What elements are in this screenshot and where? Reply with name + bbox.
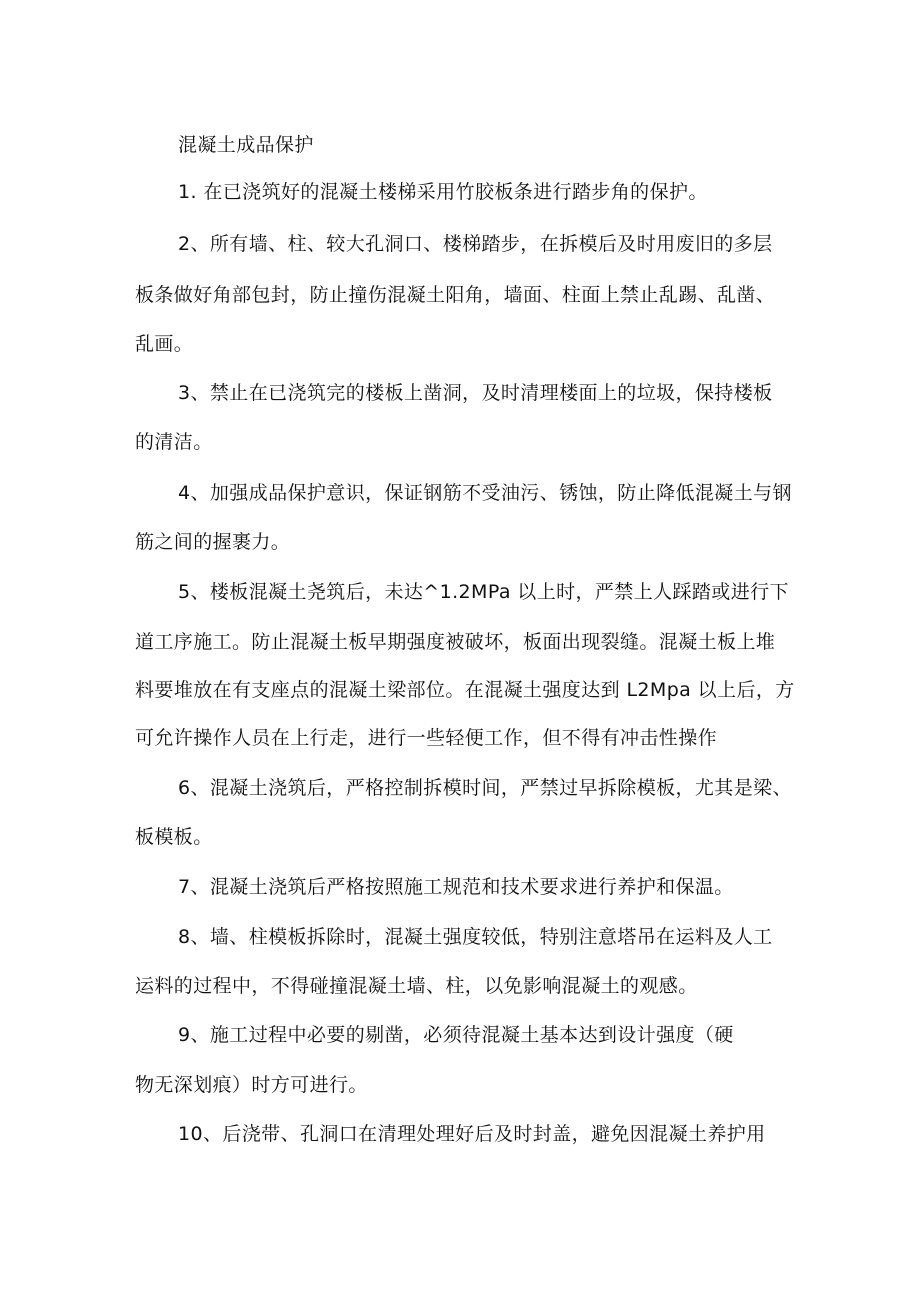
paragraph-4-line-2: 筋之间的握裹力。 [135,531,291,553]
paragraph-6-line-2: 板模板。 [135,826,213,848]
paragraph-5-line-3: 料要堆放在有支座点的混凝土梁部位。在混凝土强度达到 L2Mpa 以上后，方 [135,679,795,701]
paragraph-8-line-1: 8、墙、柱模板拆除时，混凝土强度较低，特别注意塔吊在运料及人工 [178,926,773,948]
paragraph-2-line-1: 2、所有墙、柱、较大孔洞口、楼梯踏步，在拆模后及时用废旧的多层 [178,233,773,255]
paragraph-2-line-3: 乱画。 [135,333,194,355]
paragraph-5-line-1: 5、楼板混凝土尧筑后，未达^1.2MPa 以上时，严禁上人踩踏或进行下 [178,581,789,603]
paragraph-5-line-2: 道工序施工。防止混凝土板早期强度被破坏，板面出现裂缝。混凝土板上堆 [135,631,776,653]
document-title: 混凝土成品保护 [178,134,314,156]
paragraph-10-line-1: 10、后浇带、孔洞口在清理处理好后及时封盖，避免因混凝土养护用 [178,1123,766,1145]
paragraph-9-line-1: 9、施工过程中必要的剔凿，必须待混凝土基本达到设计强度（硬 [178,1024,734,1046]
paragraph-9-line-2: 物无深划痕）时方可进行。 [135,1074,368,1096]
paragraph-8-line-2: 运料的过程中，不得碰撞混凝土墙、柱，以免影响混凝土的观感。 [135,975,698,997]
paragraph-5-line-4: 可允许操作人员在上行走，进行一些轻便工作，但不得有冲击性操作 [135,727,718,749]
paragraph-3-line-1: 3、禁止在已浇筑完的楼板上凿洞，及时清理楼面上的垃圾，保持楼板 [178,382,773,404]
paragraph-2-line-2: 板条做好角部包封，防止撞伤混凝土阳角，墙面、柱面上禁止乱踢、乱凿、 [135,284,776,306]
paragraph-7-line-1: 7、混凝土浇筑后严格按照施工规范和技术要求进行养护和保温。 [178,876,734,898]
paragraph-1-line-1: 1. 在已浇筑好的混凝土楼梯采用竹胶板条进行踏步角的保护。 [178,181,708,203]
paragraph-4-line-1: 4、加强成品保护意识，保证钢筋不受油污、锈蚀，防止降低混凝土与钢 [178,482,792,504]
paragraph-6-line-1: 6、混凝土浇筑后，严格控制拆模时间，严禁过早拆除模板，尤其是梁、 [178,777,792,799]
paragraph-3-line-2: 的清洁。 [135,431,213,453]
